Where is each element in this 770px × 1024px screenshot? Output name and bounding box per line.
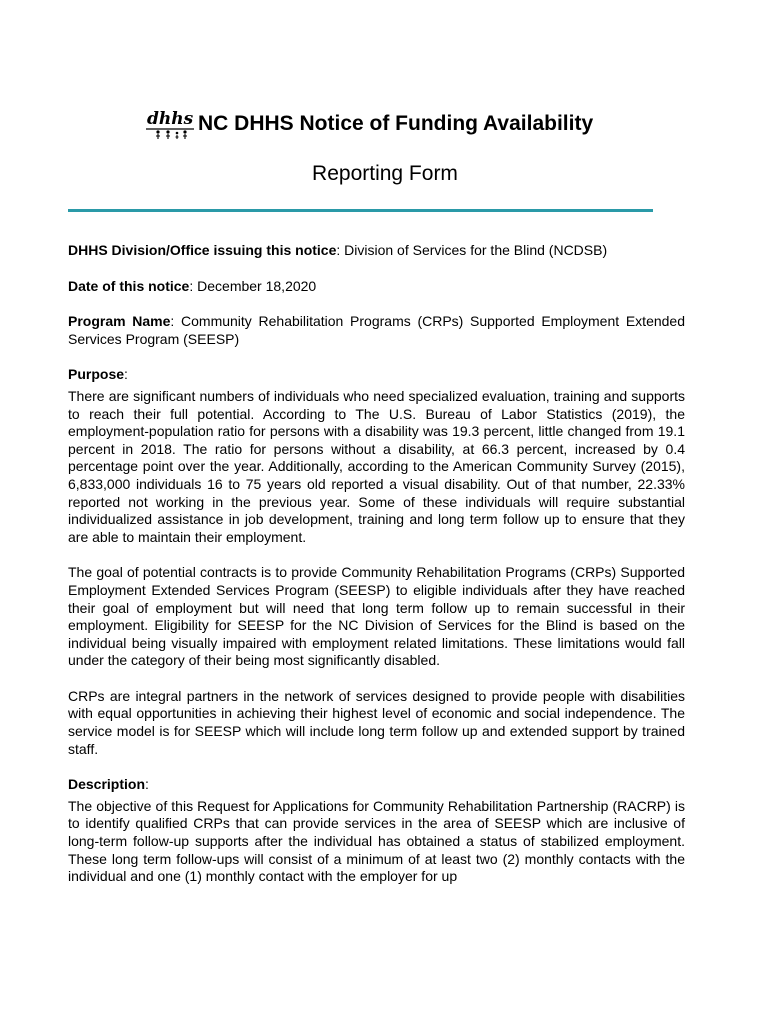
division-value: : Division of Services for the Blind (NCDSB) [336, 242, 608, 258]
date-label: Date of this notice [68, 277, 190, 294]
dhhs-logo [144, 107, 196, 141]
date-field [68, 278, 685, 296]
purpose-label: Purpose [68, 366, 125, 383]
header-divider [68, 209, 653, 212]
description-heading [68, 776, 685, 794]
page-title: NC DHHS Notice of Funding Availability [198, 112, 594, 135]
program-field [68, 313, 685, 348]
purpose-paragraph: The goal of potential contracts is to provide Community Rehabilitation Programs (CRPs) Supported Employment Extended Services Program (SEESP) to eligible individuals after they have reached their goal of employment but will need that long term follow up to remain successful in their employment. Eligibility for SEESP for the NC Division of Services for the Blind is based on the individual being visually impaired with employment related limitations. These limitations would fall under the category of their being most significantly disabled. [68, 564, 685, 669]
description-colon: : [145, 776, 149, 793]
purpose-heading [68, 366, 685, 384]
division-label: DHHS Division/Office issuing this notice [68, 242, 337, 258]
description-paragraph: The objective of this Request for Applications for Community Rehabilitation Partnership (RACRP) is to identify qualified CRPs that can provide services in the area of SEESP which are inclusive of long-term follow-up supports after the individual has obtained a status of stabilized employment. These long term follow-ups will consist of a minimum of at least two (2) monthly contacts with the individual and one (1) monthly contact with the employer for up [68, 797, 685, 885]
title-row [144, 106, 593, 142]
document-body [68, 242, 685, 886]
purpose-colon: : [124, 366, 128, 383]
page-subtitle: Reporting Form [312, 162, 458, 185]
purpose-paragraph: There are significant numbers of individuals who need specialized evaluation, training and supports to reach their full potential. According to The U.S. Bureau of Labor Statistics (2019), the employment-population ratio for persons with a disability was 19.3 percent, little changed from 19.1 percent in 2018. The ratio for persons without a disability, at 66.3 percent, increased by 0.4 percentage point over the year. Additionally, according to the American Community Survey (2015), 6,833,000 individuals 16 to 75 years old reported a visual disability. Out of that number, 22.33% reported not working in the previous year. Some of these individuals will require substantial individualized assistance in job development, training and long term follow up to ensure that they are able to maintain their employment. [68, 387, 685, 545]
logo-wordmark: dhhs [147, 109, 194, 129]
division-field [68, 242, 685, 260]
program-value: : Community Rehabilitation Programs (CRPs) Supported Employment Extended Services Program (SEESP) [68, 313, 686, 347]
date-value: : December 18,2020 [189, 277, 317, 294]
purpose-paragraph: CRPs are integral partners in the network of services designed to provide people with disabilities with equal opportunities in achieving their highest level of economic and social independence. The service model is for SEESP which will include long term follow up and extended support by trained staff. [68, 687, 685, 757]
program-label: Program Name [68, 313, 171, 330]
description-label: Description [68, 776, 146, 793]
